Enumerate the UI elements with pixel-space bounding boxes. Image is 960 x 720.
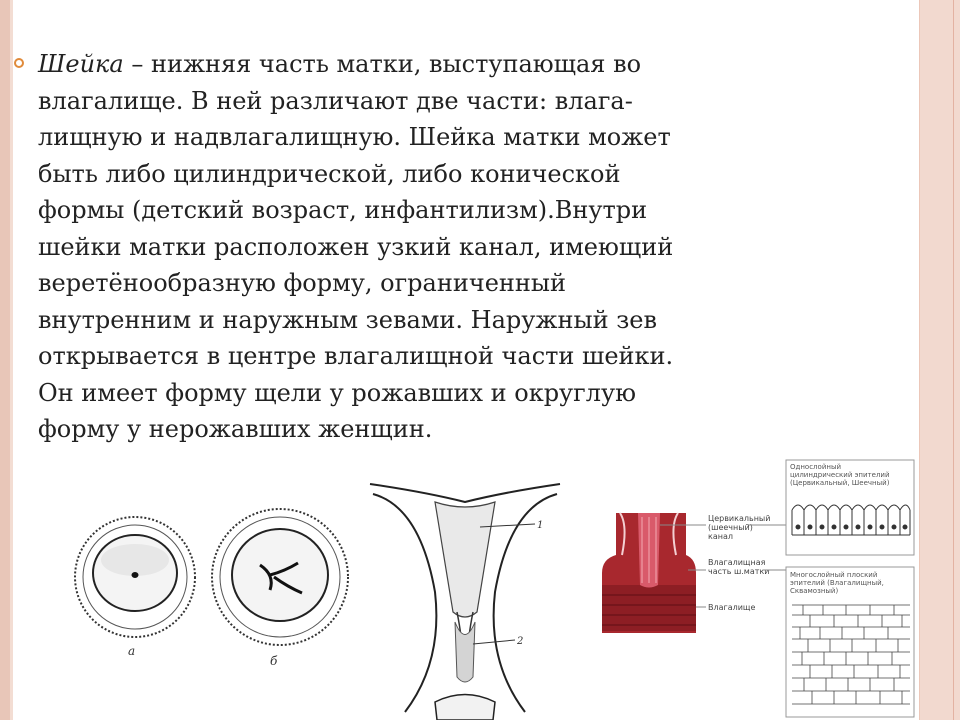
text-line: формы (детский возраст, инфантилизм).Внутри [38,196,648,224]
slide-frame-left [0,0,10,720]
label-canal-3: канал [708,532,733,541]
box-top-line-3: (Цервикальный, Шеечный) [790,479,890,487]
text-line: влагалище. В ней различают две части: влага- [38,86,633,115]
bullet-icon [14,58,24,68]
cervix-tissue-drawing [602,513,696,633]
figure-external-os [70,505,360,685]
label-vaginal-part-2: часть ш.матки [708,567,770,576]
text-line: внутренним и наружным зевами. Наружный зев [38,305,658,334]
os-nulliparous-drawing [75,517,195,637]
slide-frame-right-line-inner [953,0,954,720]
term-cervix: Шейка [38,50,124,78]
label-1: 1 [537,520,544,531]
box-top-line-1: Однослойный [790,463,842,471]
box-bottom-line-1: Многослойный плоский [790,571,878,579]
text-line: лищную и надвлагалищную. Шейка матки может [38,123,671,151]
label-b: б [270,654,278,668]
text-line: открывается в центре влагалищной части шейки. [38,342,674,370]
text-line: быть либо цилиндрической, либо конической [38,159,621,188]
box-bottom-line-3: Сквамозный) [790,587,839,595]
box-bottom-line-2: эпителий (Влагалищный, [790,579,884,587]
label-canal-2: (шеечный) [708,523,753,532]
text-line: форму у нерожавших женщин. [38,415,433,443]
text-line: веретёнообразную форму, ограниченный [38,269,566,297]
slide-frame-left-inner [10,0,13,720]
label-vaginal-part-1: Влагалищная [708,558,766,567]
os-parous-drawing [212,509,348,645]
label-vagina: Влагалище [708,603,756,612]
text-line: Он имеет форму щели у рожавших и округлую [38,378,637,407]
label-2: 2 [517,636,524,647]
figure-epithelium [598,455,918,720]
text-line: шейки матки расположен узкий канал, имеющий [38,232,674,261]
slide-frame-right [920,0,960,720]
label-canal-1: Цервикальный [708,514,771,523]
body-paragraph [38,46,838,448]
figure-uterus-section [365,472,565,720]
box-top-line-2: цилиндрический эпителий [790,471,890,479]
label-a: а [128,644,136,658]
text-line: – нижняя часть матки, выступающая во [123,50,642,78]
